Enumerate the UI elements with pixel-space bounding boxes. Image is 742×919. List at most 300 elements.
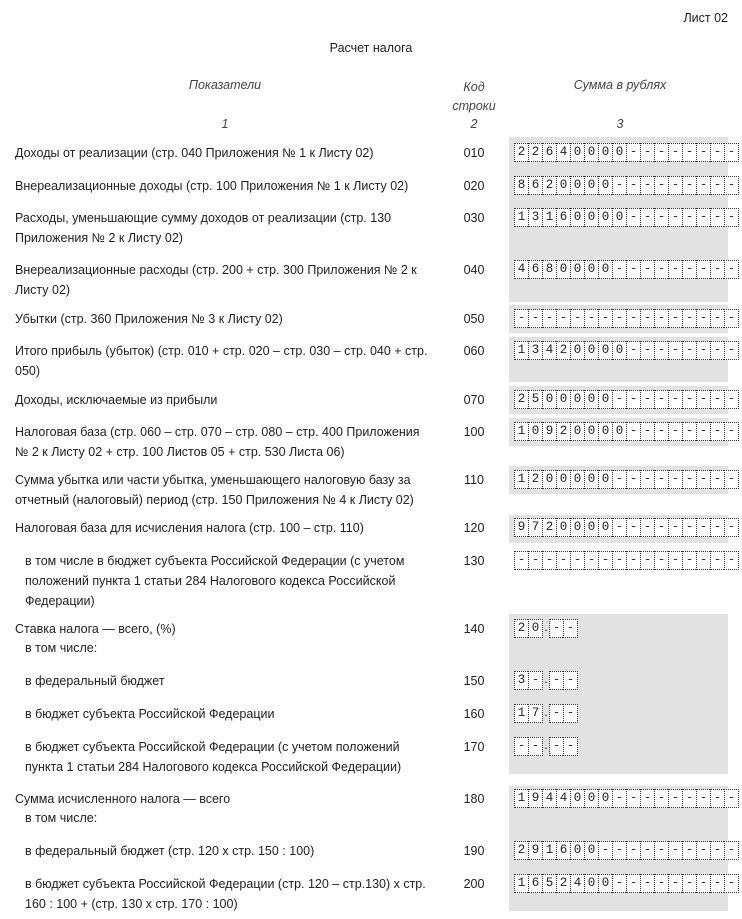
empty-cell[interactable]: - xyxy=(668,470,682,489)
empty-cell[interactable]: - xyxy=(724,841,739,860)
empty-cell[interactable]: - xyxy=(682,208,696,227)
row-label: Доходы от реализации (стр. 040 Приложения № 1 к Листу 02) xyxy=(15,146,374,160)
amount-cells[interactable] xyxy=(514,309,739,328)
empty-cell[interactable]: - xyxy=(626,789,640,808)
empty-cell[interactable]: - xyxy=(612,470,626,489)
amount-cells[interactable] xyxy=(514,176,739,195)
empty-cell[interactable]: - xyxy=(668,874,682,893)
empty-cell[interactable]: - xyxy=(626,390,640,409)
digit-cell[interactable]: 0 xyxy=(570,260,584,279)
empty-cell[interactable]: - xyxy=(682,260,696,279)
digit-cell[interactable]: 8 xyxy=(514,176,528,195)
digit-cell[interactable]: 3 xyxy=(528,341,542,360)
empty-cell[interactable]: - xyxy=(710,470,724,489)
digit-cell[interactable]: 0 xyxy=(584,208,598,227)
row-label: Ставка налога — всего, (%) xyxy=(15,622,176,636)
digit-cell[interactable]: 3 xyxy=(514,671,528,690)
digit-cell[interactable]: 7 xyxy=(528,704,543,723)
digit-cell[interactable]: 0 xyxy=(584,841,598,860)
digit-cell[interactable]: 0 xyxy=(570,176,584,195)
empty-cell[interactable]: - xyxy=(556,309,570,328)
empty-cell[interactable]: - xyxy=(640,551,654,570)
row-label: в федеральный бюджет (стр. 120 х стр. 150 : 100) xyxy=(25,844,315,858)
row-label: Доходы, исключаемые из прибыли xyxy=(15,393,218,407)
empty-cell[interactable]: - xyxy=(626,260,640,279)
empty-cell[interactable]: - xyxy=(563,619,578,638)
row-code: 050 xyxy=(463,312,485,326)
digit-cell[interactable]: 0 xyxy=(612,341,626,360)
empty-cell[interactable]: - xyxy=(668,143,682,162)
empty-cell[interactable]: - xyxy=(626,874,640,893)
empty-cell[interactable]: - xyxy=(640,143,654,162)
empty-cell[interactable]: - xyxy=(640,518,654,537)
row-code: 180 xyxy=(463,792,485,806)
digit-cell[interactable]: 9 xyxy=(528,841,542,860)
empty-cell[interactable]: - xyxy=(682,518,696,537)
digit-cell[interactable]: 9 xyxy=(542,422,556,441)
digit-cell[interactable]: 7 xyxy=(528,518,542,537)
empty-cell[interactable]: - xyxy=(640,176,654,195)
empty-cell[interactable]: - xyxy=(710,390,724,409)
empty-cell[interactable]: - xyxy=(668,176,682,195)
amount-cells[interactable] xyxy=(514,341,739,360)
empty-cell[interactable]: - xyxy=(654,874,668,893)
row-code: 140 xyxy=(463,622,485,636)
digit-cell[interactable]: 2 xyxy=(542,176,556,195)
digit-cell[interactable]: 0 xyxy=(584,874,598,893)
amount-cells[interactable] xyxy=(514,841,739,860)
empty-cell[interactable]: - xyxy=(640,841,654,860)
empty-cell[interactable]: - xyxy=(724,518,739,537)
digit-cell[interactable]: 1 xyxy=(514,470,528,489)
empty-cell[interactable]: - xyxy=(696,309,710,328)
empty-cell[interactable]: - xyxy=(682,176,696,195)
rate-cells[interactable] xyxy=(514,619,578,638)
empty-cell[interactable]: - xyxy=(654,390,668,409)
row-code: 100 xyxy=(463,425,485,439)
amount-cells[interactable] xyxy=(514,143,739,162)
empty-cell[interactable]: - xyxy=(654,208,668,227)
row-label: в бюджет субъекта Российской Федерации xyxy=(25,707,275,721)
empty-cell[interactable]: - xyxy=(724,470,739,489)
digit-cell[interactable]: 0 xyxy=(584,518,598,537)
empty-cell[interactable]: - xyxy=(654,260,668,279)
empty-cell[interactable]: - xyxy=(682,309,696,328)
digit-cell[interactable]: 2 xyxy=(528,470,542,489)
digit-cell[interactable]: 0 xyxy=(598,341,612,360)
digit-cell[interactable]: 0 xyxy=(584,390,598,409)
digit-cell[interactable]: 0 xyxy=(598,208,612,227)
empty-cell[interactable]: - xyxy=(696,470,710,489)
empty-cell[interactable]: - xyxy=(626,518,640,537)
empty-cell[interactable]: - xyxy=(654,176,668,195)
empty-cell[interactable]: - xyxy=(724,176,739,195)
digit-cell[interactable]: 0 xyxy=(570,470,584,489)
header-sum: Сумма в рублях xyxy=(573,78,667,92)
empty-cell[interactable]: - xyxy=(514,551,528,570)
empty-cell[interactable]: - xyxy=(682,422,696,441)
rate-cells[interactable] xyxy=(514,704,578,723)
digit-cell[interactable]: 1 xyxy=(514,422,528,441)
empty-cell[interactable]: - xyxy=(668,208,682,227)
digit-cell[interactable]: 0 xyxy=(612,422,626,441)
digit-cell[interactable]: 0 xyxy=(598,143,612,162)
digit-cell[interactable]: 4 xyxy=(556,789,570,808)
empty-cell[interactable]: - xyxy=(514,309,528,328)
digit-cell[interactable]: 4 xyxy=(556,143,570,162)
digit-cell[interactable]: 2 xyxy=(528,143,542,162)
digit-cell[interactable]: 0 xyxy=(570,341,584,360)
digit-cell[interactable]: 0 xyxy=(598,470,612,489)
empty-cell[interactable]: - xyxy=(682,874,696,893)
digit-cell[interactable]: 5 xyxy=(528,390,542,409)
digit-cell[interactable]: 8 xyxy=(542,260,556,279)
digit-cell[interactable]: 0 xyxy=(528,422,542,441)
empty-cell[interactable]: - xyxy=(549,619,563,638)
empty-cell[interactable]: - xyxy=(612,176,626,195)
empty-cell[interactable]: - xyxy=(682,551,696,570)
row-label: Итого прибыль (убыток) (стр. 010 + стр. 020 – стр. 030 – стр. 040 + стр. 050) xyxy=(15,344,428,378)
empty-cell[interactable]: - xyxy=(668,309,682,328)
empty-cell[interactable]: - xyxy=(724,208,739,227)
empty-cell[interactable]: - xyxy=(682,789,696,808)
empty-cell[interactable]: - xyxy=(612,260,626,279)
empty-cell[interactable]: - xyxy=(710,176,724,195)
amount-cells[interactable] xyxy=(514,470,739,489)
empty-cell[interactable]: - xyxy=(612,874,626,893)
empty-cell[interactable]: - xyxy=(542,551,556,570)
digit-cell[interactable]: 2 xyxy=(514,619,528,638)
empty-cell[interactable]: - xyxy=(668,390,682,409)
digit-cell[interactable]: 0 xyxy=(542,390,556,409)
digit-cell[interactable]: 0 xyxy=(584,176,598,195)
empty-cell[interactable]: - xyxy=(682,470,696,489)
empty-cell[interactable]: - xyxy=(654,789,668,808)
digit-cell[interactable]: 1 xyxy=(542,208,556,227)
digit-cell[interactable]: 0 xyxy=(598,422,612,441)
empty-cell[interactable]: - xyxy=(654,143,668,162)
digit-cell[interactable]: 6 xyxy=(528,176,542,195)
digit-cell[interactable]: 0 xyxy=(556,260,570,279)
row-label: Сумма исчисленного налога — всего xyxy=(15,792,231,806)
empty-cell[interactable]: - xyxy=(710,422,724,441)
digit-cell[interactable]: 6 xyxy=(556,208,570,227)
digit-cell[interactable]: 0 xyxy=(612,208,626,227)
empty-cell[interactable]: - xyxy=(563,671,578,690)
digit-cell[interactable]: 0 xyxy=(584,143,598,162)
empty-cell[interactable]: - xyxy=(612,518,626,537)
row-code: 200 xyxy=(463,877,485,891)
empty-cell[interactable]: - xyxy=(710,518,724,537)
empty-cell[interactable]: - xyxy=(710,341,724,360)
empty-cell[interactable]: - xyxy=(668,551,682,570)
digit-cell[interactable]: 0 xyxy=(598,176,612,195)
empty-cell[interactable]: - xyxy=(626,470,640,489)
empty-cell[interactable]: - xyxy=(612,309,626,328)
digit-cell[interactable]: 6 xyxy=(542,143,556,162)
row-code: 120 xyxy=(463,521,485,535)
empty-cell[interactable]: - xyxy=(668,789,682,808)
digit-cell[interactable]: 0 xyxy=(584,789,598,808)
digit-cell[interactable]: 0 xyxy=(556,470,570,489)
digit-cell[interactable]: 1 xyxy=(514,208,528,227)
empty-cell[interactable]: - xyxy=(570,551,584,570)
empty-cell[interactable]: - xyxy=(668,841,682,860)
empty-cell[interactable]: - xyxy=(724,390,739,409)
digit-cell[interactable]: 6 xyxy=(528,260,542,279)
empty-cell[interactable]: - xyxy=(668,260,682,279)
rate-cells[interactable] xyxy=(514,671,578,690)
empty-cell[interactable]: - xyxy=(640,470,654,489)
digit-cell[interactable]: 0 xyxy=(598,260,612,279)
decimal-point: . xyxy=(544,705,548,719)
digit-cell[interactable]: 0 xyxy=(570,208,584,227)
row-label: в том числе в бюджет субъекта Российской Федерации (с учетом положений пункта 1 статьи 284 Налогового кодекса Российской Федерации) xyxy=(25,554,405,608)
digit-cell[interactable]: 0 xyxy=(528,619,543,638)
row-sublabel: в том числе: xyxy=(25,811,98,825)
amount-cells[interactable] xyxy=(514,874,739,893)
empty-cell[interactable]: - xyxy=(696,260,710,279)
row-code: 130 xyxy=(463,554,485,568)
empty-cell[interactable]: - xyxy=(654,470,668,489)
empty-cell[interactable]: - xyxy=(598,551,612,570)
digit-cell[interactable]: 0 xyxy=(598,789,612,808)
empty-cell[interactable]: - xyxy=(514,737,528,756)
empty-cell[interactable]: - xyxy=(563,737,578,756)
row-code: 020 xyxy=(463,179,485,193)
empty-cell[interactable]: - xyxy=(528,671,543,690)
row-label: Внереализационные доходы (стр. 100 Приложения № 1 к Листу 02) xyxy=(15,179,409,193)
empty-cell[interactable]: - xyxy=(696,143,710,162)
digit-cell[interactable]: 4 xyxy=(542,789,556,808)
row-label: Убытки (стр. 360 Приложения № 3 к Листу 02) xyxy=(15,312,283,326)
row-label: Налоговая база (стр. 060 – стр. 070 – стр. 080 – стр. 400 Приложения № 2 к Листу 02 + стр. 100 Листов 05 + стр. 530 Листа 06) xyxy=(15,425,420,459)
empty-cell[interactable]: - xyxy=(696,518,710,537)
digit-cell[interactable]: 0 xyxy=(584,341,598,360)
empty-cell[interactable]: - xyxy=(626,341,640,360)
digit-cell[interactable]: 4 xyxy=(542,341,556,360)
empty-cell[interactable]: - xyxy=(696,341,710,360)
empty-cell[interactable]: - xyxy=(724,260,739,279)
digit-cell[interactable]: 0 xyxy=(542,470,556,489)
digit-cell[interactable]: 6 xyxy=(528,874,542,893)
digit-cell[interactable]: 1 xyxy=(514,704,528,723)
amount-cells[interactable] xyxy=(514,422,739,441)
empty-cell[interactable]: - xyxy=(710,789,724,808)
empty-cell[interactable]: - xyxy=(528,737,543,756)
empty-cell[interactable]: - xyxy=(696,841,710,860)
digit-cell[interactable]: 0 xyxy=(570,422,584,441)
empty-cell[interactable]: - xyxy=(654,341,668,360)
digit-cell[interactable]: 1 xyxy=(514,789,528,808)
digit-cell[interactable]: 0 xyxy=(598,390,612,409)
empty-cell[interactable]: - xyxy=(654,422,668,441)
empty-cell[interactable]: - xyxy=(696,422,710,441)
empty-cell[interactable]: - xyxy=(696,789,710,808)
amount-cells[interactable] xyxy=(514,551,739,570)
digit-cell[interactable]: 0 xyxy=(598,874,612,893)
digit-cell[interactable]: 2 xyxy=(514,390,528,409)
decimal-point: . xyxy=(544,620,548,634)
empty-cell[interactable]: - xyxy=(549,737,563,756)
digit-cell[interactable]: 0 xyxy=(556,390,570,409)
empty-cell[interactable]: - xyxy=(724,551,739,570)
digit-cell[interactable]: 5 xyxy=(542,874,556,893)
empty-cell[interactable]: - xyxy=(724,874,739,893)
empty-cell[interactable]: - xyxy=(556,551,570,570)
header-indicators: Показатели xyxy=(188,78,262,92)
empty-cell[interactable]: - xyxy=(640,309,654,328)
empty-cell[interactable]: - xyxy=(640,874,654,893)
digit-cell[interactable]: 1 xyxy=(514,341,528,360)
empty-cell[interactable]: - xyxy=(612,390,626,409)
empty-cell[interactable]: - xyxy=(612,841,626,860)
digit-cell[interactable]: 2 xyxy=(556,341,570,360)
empty-cell[interactable]: - xyxy=(626,551,640,570)
empty-cell[interactable]: - xyxy=(563,704,578,723)
digit-cell[interactable]: 2 xyxy=(514,841,528,860)
row-label: в федеральный бюджет xyxy=(25,674,165,688)
empty-cell[interactable]: - xyxy=(654,551,668,570)
empty-cell[interactable]: - xyxy=(696,551,710,570)
row-label: Сумма убытка или части убытка, уменьшающего налоговую базу за отчетный (налоговый) период (стр. 150 Приложения № 4 к Листу 02) xyxy=(15,473,414,507)
digit-cell[interactable]: 2 xyxy=(556,422,570,441)
digit-cell[interactable]: 0 xyxy=(584,470,598,489)
digit-cell[interactable]: 4 xyxy=(570,874,584,893)
empty-cell[interactable]: - xyxy=(682,390,696,409)
sheet-number: Лист 02 xyxy=(683,11,728,25)
row-label: в бюджет субъекта Российской Федерации (стр. 120 – стр.130) х стр. 160 : 100 + (стр. 130 х стр. 170 : 100) xyxy=(25,877,426,911)
empty-cell[interactable]: - xyxy=(542,309,556,328)
empty-cell[interactable]: - xyxy=(612,551,626,570)
empty-cell[interactable]: - xyxy=(654,518,668,537)
header-col-2: 2 xyxy=(470,117,478,131)
digit-cell[interactable]: 3 xyxy=(528,208,542,227)
empty-cell[interactable]: - xyxy=(640,260,654,279)
digit-cell[interactable]: 0 xyxy=(570,789,584,808)
empty-cell[interactable]: - xyxy=(612,789,626,808)
row-label: Налоговая база для исчисления налога (стр. 100 – стр. 110) xyxy=(15,521,364,535)
empty-cell[interactable]: - xyxy=(640,208,654,227)
digit-cell[interactable]: 4 xyxy=(514,260,528,279)
row-code: 160 xyxy=(463,707,485,721)
digit-cell[interactable]: 0 xyxy=(584,422,598,441)
empty-cell[interactable]: - xyxy=(626,176,640,195)
empty-cell[interactable]: - xyxy=(668,341,682,360)
digit-cell[interactable]: 9 xyxy=(514,518,528,537)
row-code: 010 xyxy=(463,146,485,160)
amount-cells[interactable] xyxy=(514,390,739,409)
row-label: Расходы, уменьшающие сумму доходов от реализации (стр. 130 Приложения № 2 к Листу 02) xyxy=(15,211,392,245)
empty-cell[interactable]: - xyxy=(654,841,668,860)
empty-cell[interactable]: - xyxy=(528,309,542,328)
row-code: 190 xyxy=(463,844,485,858)
empty-cell[interactable]: - xyxy=(682,341,696,360)
row-label: Внереализационные расходы (стр. 200 + стр. 300 Приложения № 2 к Листу 02) xyxy=(15,263,417,297)
empty-cell[interactable]: - xyxy=(710,551,724,570)
empty-cell[interactable]: - xyxy=(724,341,739,360)
empty-cell[interactable]: - xyxy=(626,208,640,227)
empty-cell[interactable]: - xyxy=(668,422,682,441)
empty-cell[interactable]: - xyxy=(710,143,724,162)
row-code: 070 xyxy=(463,393,485,407)
empty-cell[interactable]: - xyxy=(640,789,654,808)
digit-cell[interactable]: 2 xyxy=(514,143,528,162)
digit-cell[interactable]: 0 xyxy=(612,143,626,162)
header-col-3: 3 xyxy=(616,117,624,131)
empty-cell[interactable]: - xyxy=(696,874,710,893)
empty-cell[interactable]: - xyxy=(549,704,563,723)
empty-cell[interactable]: - xyxy=(696,208,710,227)
digit-cell[interactable]: 0 xyxy=(570,841,584,860)
empty-cell[interactable]: - xyxy=(640,390,654,409)
digit-cell[interactable]: 1 xyxy=(514,874,528,893)
header-col-1: 1 xyxy=(221,117,229,131)
empty-cell[interactable]: - xyxy=(710,208,724,227)
empty-cell[interactable]: - xyxy=(584,309,598,328)
empty-cell[interactable]: - xyxy=(668,518,682,537)
empty-cell[interactable]: - xyxy=(570,309,584,328)
digit-cell[interactable]: 0 xyxy=(556,518,570,537)
empty-cell[interactable]: - xyxy=(598,309,612,328)
empty-cell[interactable]: - xyxy=(710,309,724,328)
digit-cell[interactable]: 0 xyxy=(556,176,570,195)
empty-cell[interactable]: - xyxy=(626,143,640,162)
decimal-point: . xyxy=(544,672,548,686)
amount-cells[interactable] xyxy=(514,208,739,227)
empty-cell[interactable]: - xyxy=(584,551,598,570)
empty-cell[interactable]: - xyxy=(626,309,640,328)
empty-cell[interactable]: - xyxy=(682,841,696,860)
empty-cell[interactable]: - xyxy=(724,143,739,162)
empty-cell[interactable]: - xyxy=(710,841,724,860)
digit-cell[interactable]: 0 xyxy=(584,260,598,279)
empty-cell[interactable]: - xyxy=(598,841,612,860)
digit-cell[interactable]: 2 xyxy=(542,518,556,537)
empty-cell[interactable]: - xyxy=(640,341,654,360)
amount-cells[interactable] xyxy=(514,789,739,808)
empty-cell[interactable]: - xyxy=(626,422,640,441)
empty-cell[interactable]: - xyxy=(626,841,640,860)
empty-cell[interactable]: - xyxy=(724,309,739,328)
digit-cell[interactable]: 6 xyxy=(556,841,570,860)
digit-cell[interactable]: 0 xyxy=(598,518,612,537)
rate-cells[interactable] xyxy=(514,737,578,756)
empty-cell[interactable]: - xyxy=(696,176,710,195)
empty-cell[interactable]: - xyxy=(710,874,724,893)
digit-cell[interactable]: 9 xyxy=(528,789,542,808)
page-title: Расчет налога xyxy=(329,41,413,55)
empty-cell[interactable]: - xyxy=(724,789,739,808)
empty-cell[interactable]: - xyxy=(528,551,542,570)
empty-cell[interactable]: - xyxy=(640,422,654,441)
empty-cell[interactable]: - xyxy=(696,390,710,409)
empty-cell[interactable]: - xyxy=(549,671,563,690)
header-code: Код строки xyxy=(452,80,496,113)
amount-cells[interactable] xyxy=(514,260,739,279)
digit-cell[interactable]: 0 xyxy=(570,143,584,162)
digit-cell[interactable]: 0 xyxy=(570,390,584,409)
digit-cell[interactable]: 0 xyxy=(570,518,584,537)
row-label: в бюджет субъекта Российской Федерации (с учетом положений пункта 1 статьи 284 Налогового кодекса Российской Федерации) xyxy=(25,740,402,774)
amount-cells[interactable] xyxy=(514,518,739,537)
empty-cell[interactable]: - xyxy=(710,260,724,279)
digit-cell[interactable]: 2 xyxy=(556,874,570,893)
empty-cell[interactable]: - xyxy=(724,422,739,441)
digit-cell[interactable]: 1 xyxy=(542,841,556,860)
empty-cell[interactable]: - xyxy=(654,309,668,328)
empty-cell[interactable]: - xyxy=(682,143,696,162)
